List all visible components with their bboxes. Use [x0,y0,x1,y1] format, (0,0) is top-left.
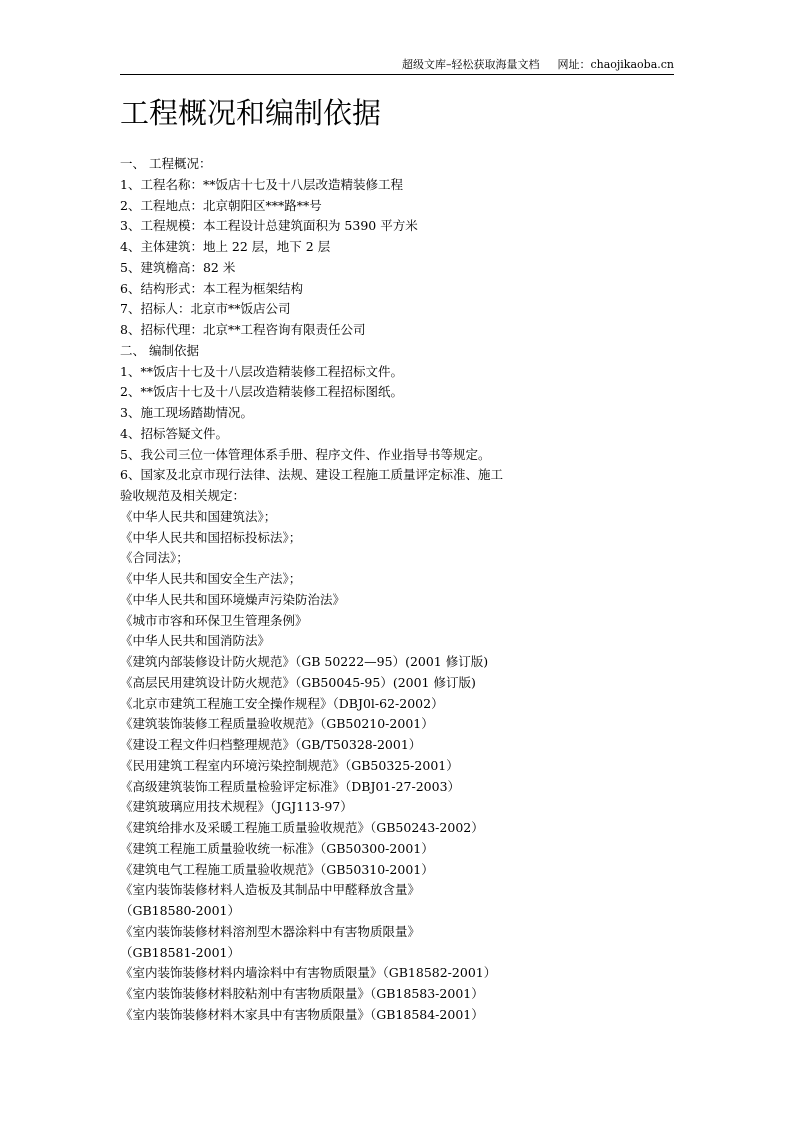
text-line: 3、施工现场踏勘情况。 [120,405,253,420]
text-line: 4、招标答疑文件。 [120,425,228,441]
text-line: 《室内装饰装修材料胶粘剂中有害物质限量》（GB18583-2001） [120,986,484,1001]
page-header [120,57,674,73]
text-line: 1、**饭店十七及十八层改造精装修工程招标文件。 [120,363,403,379]
text-line: 《民用建筑工程室内环境污染控制规范》（GB50325-2001） [120,757,459,773]
text-line: 3、工程规模：本工程设计总建筑面积为 5390 平方米 [120,218,418,234]
text-line: 6、国家及北京市现行法律、法规、建设工程施工质量评定标准、施工 [120,467,503,483]
text-line: 5、建筑檐高：82 米 [120,259,236,275]
text-line: 《中华人民共和国环境燥声污染防治法》 [120,591,346,607]
text-line: 《建筑玻璃应用技术规程》（JGJ113-97） [120,799,353,815]
text-line: 8、招标代理：北京**工程咨询有限责任公司 [120,322,366,337]
text-line: （GB18581-2001） [120,944,240,960]
text-line: 《室内装饰装修材料溶剂型木器涂料中有害物质限量》 [120,923,421,939]
text-line: 5、我公司三位一体管理体系手册、程序文件、作业指导书等规定。 [120,446,491,462]
text-line: 2、**饭店十七及十八层改造精装修工程招标图纸。 [120,384,403,400]
text-line: 2、工程地点：北京朝阳区***路**号 [120,197,322,213]
text-line: 验收规范及相关规定： [120,488,246,503]
text-line: 《建筑工程施工质量验收统一标准》（GB50300-2001） [120,840,434,856]
text-line: 《中华人民共和国招标投标法》； [120,529,302,545]
text-line: 《室内装饰装修材料人造板及其制品中甲醛释放含量》 [120,882,421,898]
text-line: 1、工程名称：**饭店十七及十八层改造精装修工程 [120,176,403,192]
text-line: 《城市市容和环保卫生管理条例》 [120,612,308,628]
text-line: （GB18580-2001） [120,903,240,918]
text-line: 7、招标人：北京市**饭店公司 [120,301,291,317]
text-line: 《高级建筑装饰工程质量检验评定标准》（DBJ01-27-2003） [120,778,461,794]
text-line: 《北京市建筑工程施工安全操作规程》（DBJ0l-62-2002） [120,695,444,711]
text-line: 《建筑电气工程施工质量验收规范》（GB50310-2001） [120,861,434,877]
text-line: 二、 编制依据 [120,342,199,358]
text-line: 4、主体建筑：地上 22 层，地下 2 层 [120,239,331,254]
document-title: 工程概况和编制依据 [120,96,382,130]
text-line: 《中华人民共和国安全生产法》； [120,571,302,586]
text-line: 《建设工程文件归档整理规范》（GB/T50328-2001） [120,737,422,752]
text-line: 《室内装饰装修材料内墙涂料中有害物质限量》（GB18582-2001） [120,965,497,981]
header-site-url: 网址：chaojikaoba.cn [557,58,674,71]
document-body [120,154,680,1026]
text-line: 6、结构形式：本工程为框架结构 [120,280,303,296]
text-line: 《合同法》； [120,550,189,566]
text-line: 《高层民用建筑设计防火规范》（GB50045-95）(2001 修订版) [120,674,476,690]
text-line: 《中华人民共和国建筑法》； [120,508,277,524]
header-divider [120,74,674,75]
text-line: 《中华人民共和国消防法》 [120,633,271,649]
text-line: 一、 工程概况： [120,156,212,171]
text-line: 《建筑内部装修设计防火规范》（GB 50222—95）(2001 修订版) [120,654,489,669]
text-line: 《室内装饰装修材料木家具中有害物质限量》（GB18584-2001） [120,1006,484,1022]
header-site-name: 超级文库–轻松获取海量文档 [401,58,540,71]
text-line: 《建筑装饰装修工程质量验收规范》（GB50210-2001） [120,716,434,732]
text-line: 《建筑给排水及采暖工程施工质量验收规范》（GB50243-2002） [120,820,484,835]
